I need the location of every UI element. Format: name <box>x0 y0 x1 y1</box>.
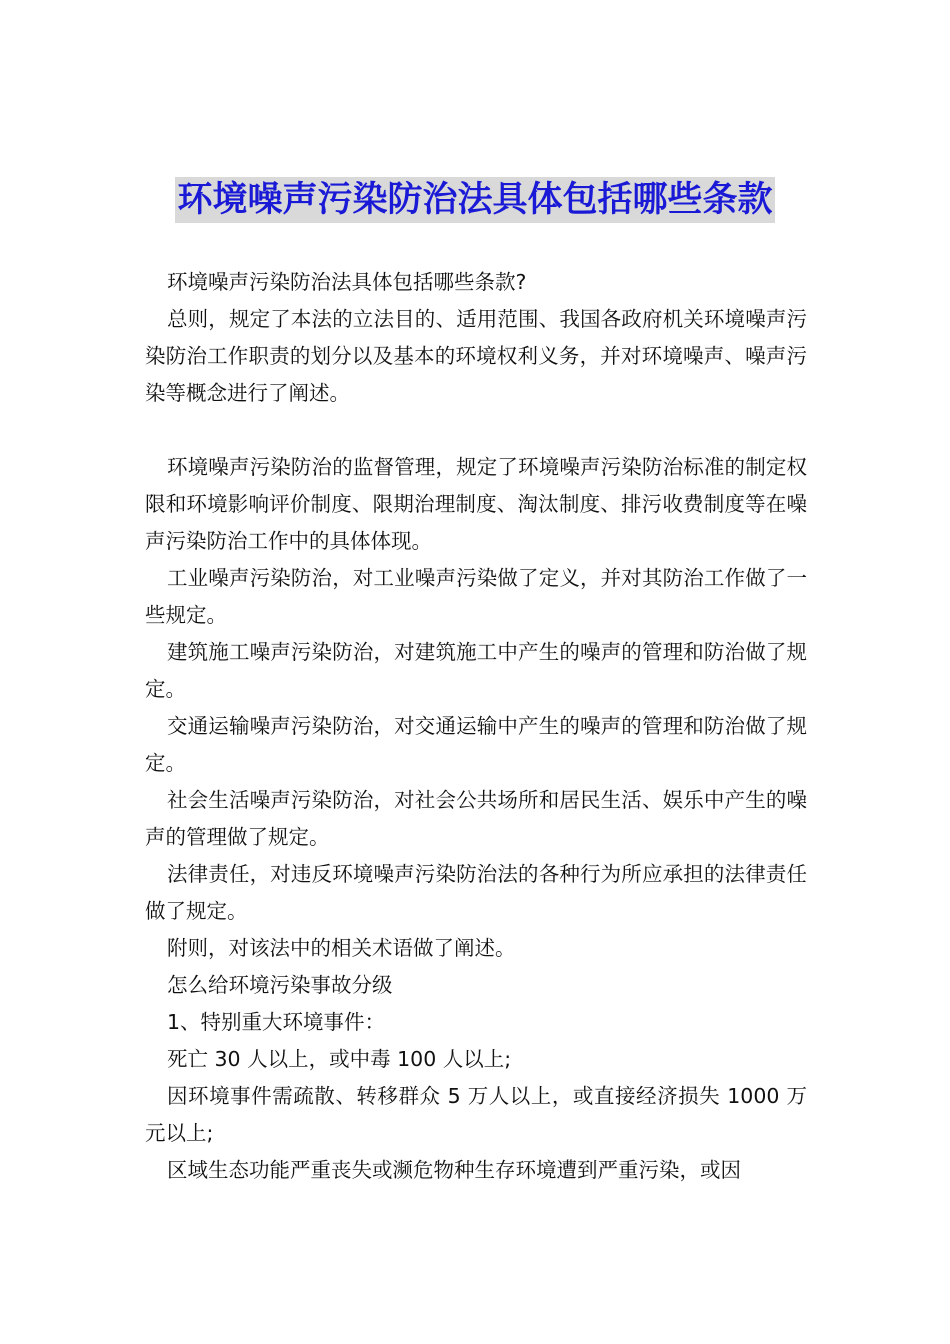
paragraph-construction-noise: 建筑施工噪声污染防治，对建筑施工中产生的噪声的管理和防治做了规定。 <box>145 640 807 701</box>
paragraph-ecological-damage: 区域生态功能严重丧失或濒危物种生存环境遭到严重污染，或因 <box>167 1158 741 1182</box>
title-container <box>0 177 950 223</box>
paragraph-supervision: 环境噪声污染防治的监督管理，规定了环境噪声污染防治标准的制定权限和环境影响评价制度、限期治理制度、淘汰制度、排污收费制度等在噪声污染防治工作中的具体体现。 <box>145 455 807 553</box>
document-title: 环境噪声污染防治法具体包括哪些条款 <box>175 177 774 223</box>
paragraph-casualties: 死亡 30 人以上，或中毒 100 人以上; <box>167 1047 512 1071</box>
paragraph-accident-grading-heading: 怎么给环境污染事故分级 <box>167 973 393 997</box>
paragraph-legal-liability: 法律责任，对违反环境噪声污染防治法的各种行为所应承担的法律责任做了规定。 <box>145 862 807 923</box>
paragraph-general-provisions: 总则，规定了本法的立法目的、适用范围、我国各政府机关环境噪声污染防治工作职责的划分以及基本的环境权利义务，并对环境噪声、噪声污染等概念进行了阐述。 <box>145 307 807 405</box>
paragraph-supplementary: 附则，对该法中的相关术语做了阐述。 <box>167 936 516 960</box>
blank-line <box>145 412 807 449</box>
paragraph-evacuation-loss: 因环境事件需疏散、转移群众 5 万人以上，或直接经济损失 1000 万元以上; <box>145 1084 807 1145</box>
paragraph-level-1-heading: 1、特别重大环境事件： <box>167 1010 386 1034</box>
document-body <box>145 264 807 1189</box>
paragraph-question: 环境噪声污染防治法具体包括哪些条款? <box>167 270 527 294</box>
paragraph-traffic-noise: 交通运输噪声污染防治，对交通运输中产生的噪声的管理和防治做了规定。 <box>145 714 807 775</box>
paragraph-social-life-noise: 社会生活噪声污染防治，对社会公共场所和居民生活、娱乐中产生的噪声的管理做了规定。 <box>145 788 807 849</box>
paragraph-industrial-noise: 工业噪声污染防治，对工业噪声污染做了定义，并对其防治工作做了一些规定。 <box>145 566 807 627</box>
